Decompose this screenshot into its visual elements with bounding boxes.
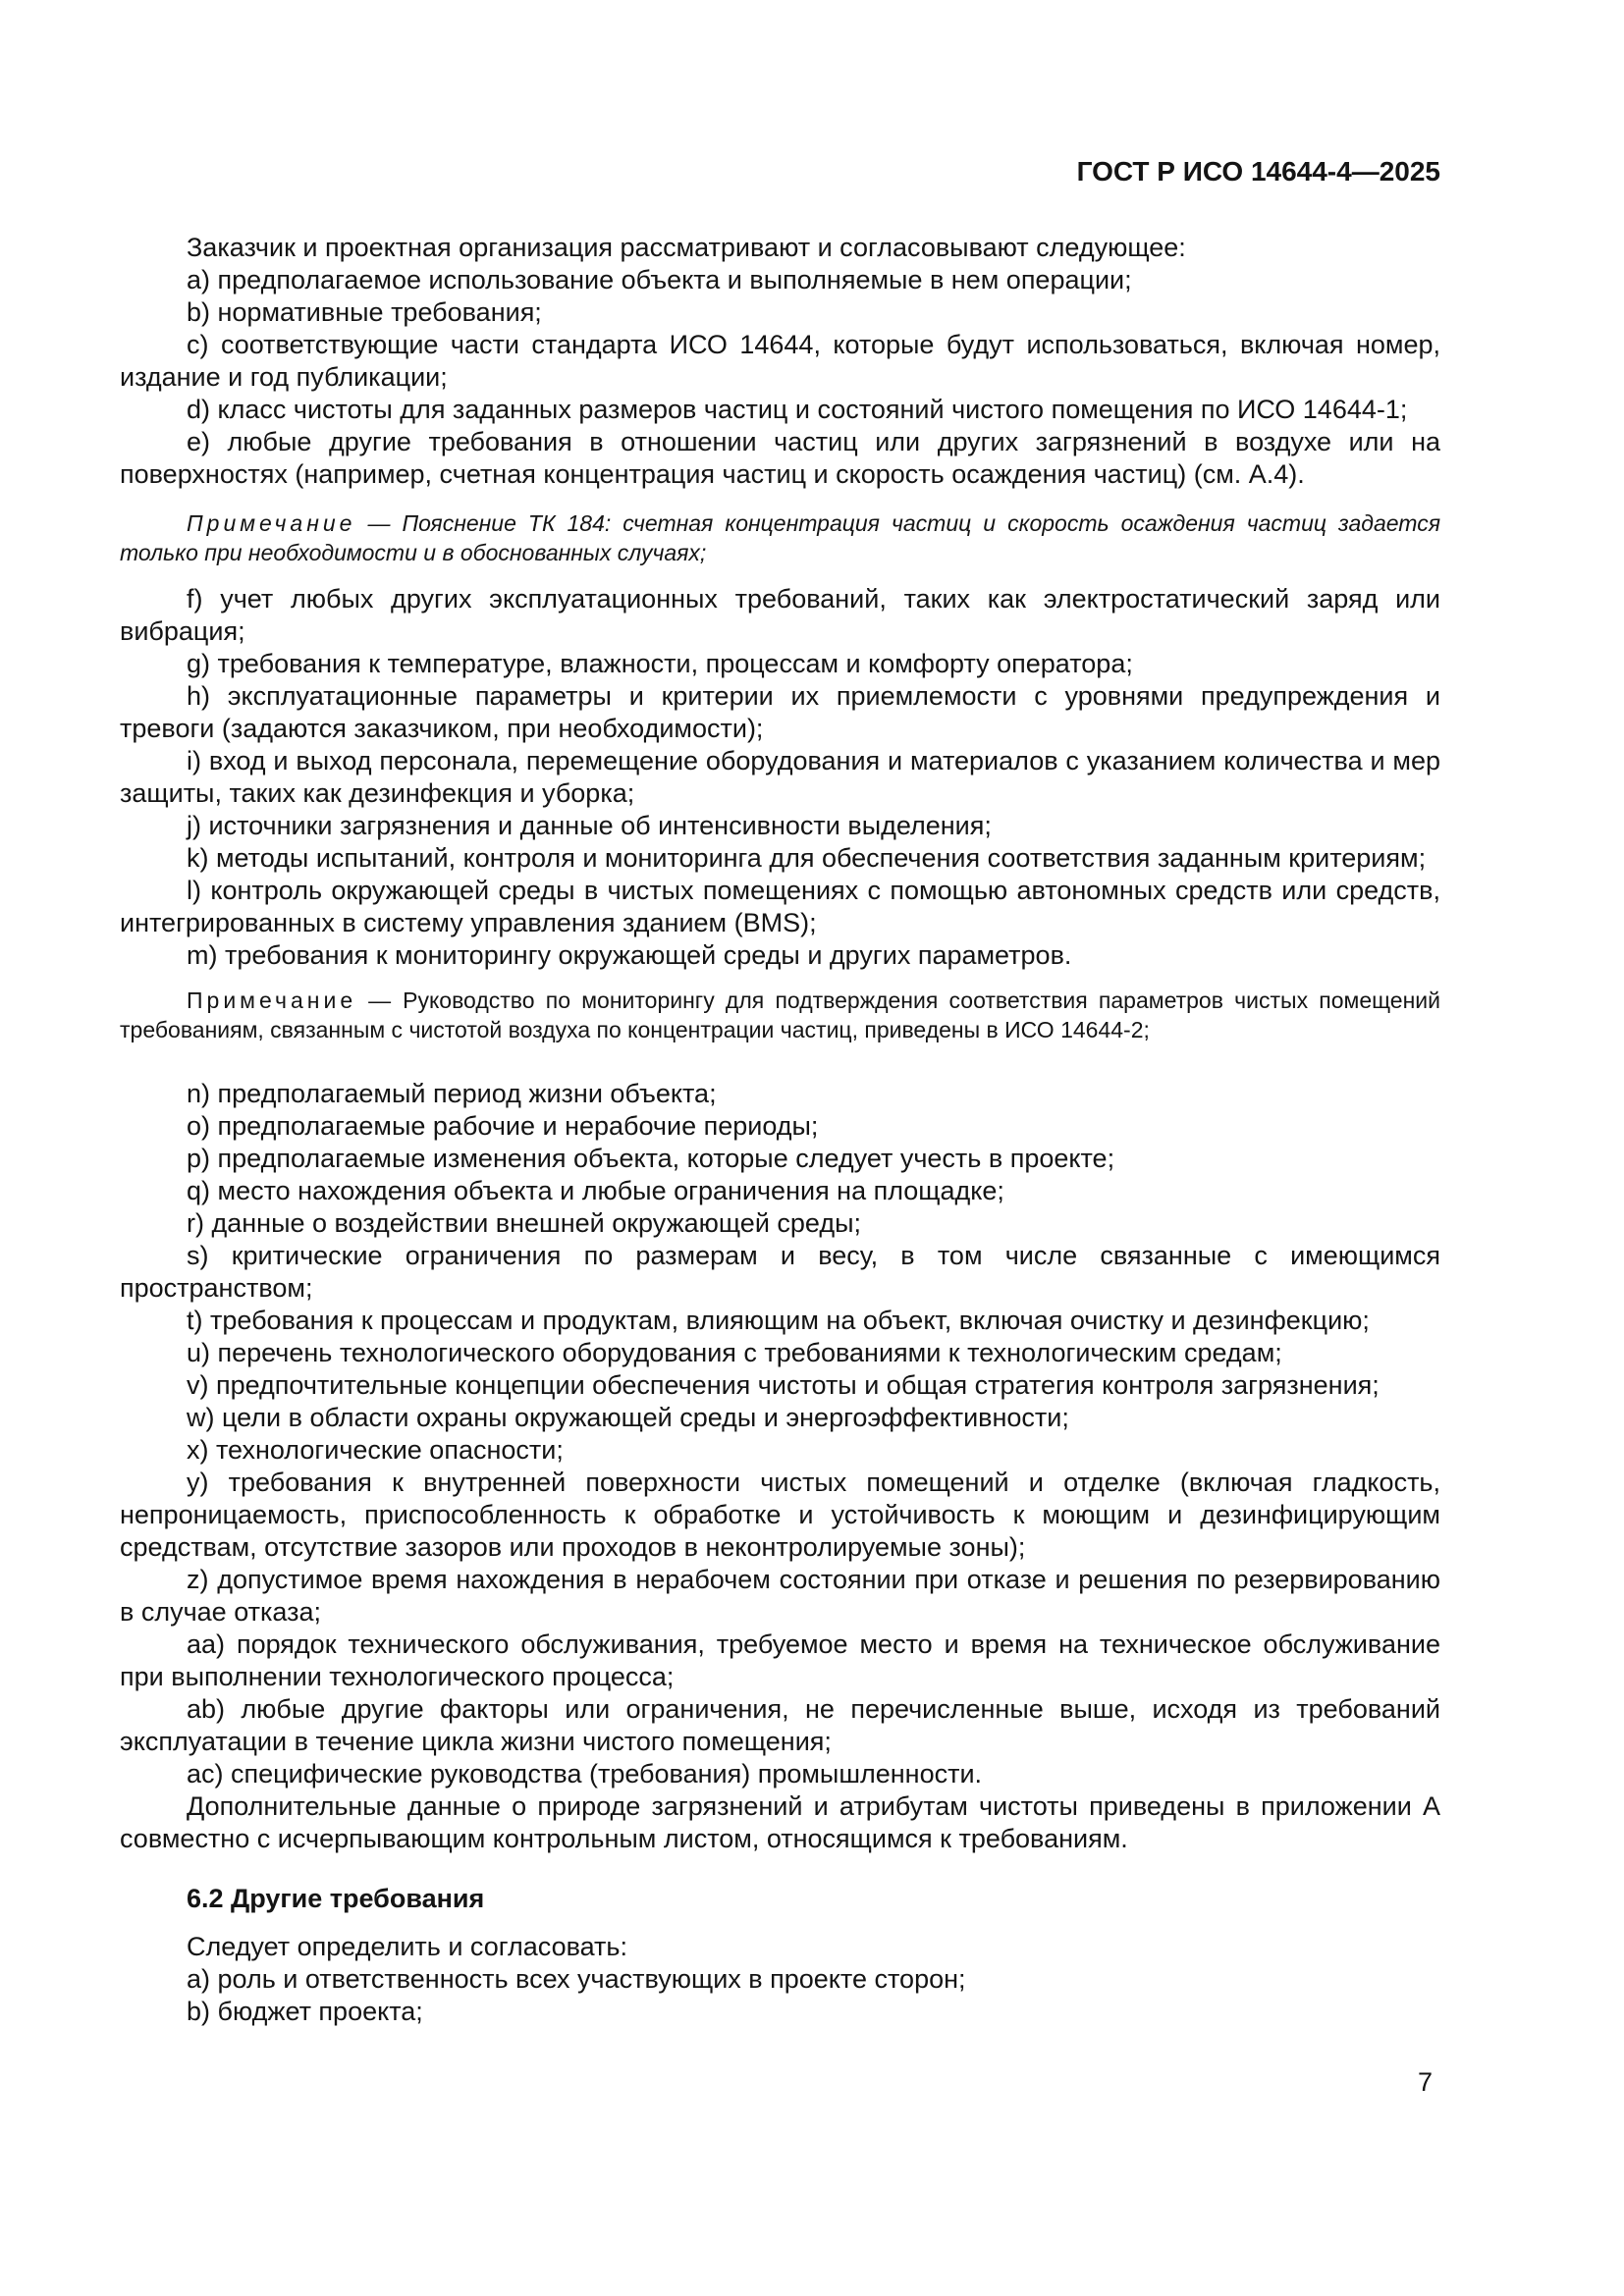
paragraph: z) допустимое время нахождения в нерабочем состоянии при отказе и решения по резервированию в случае отказа;: [120, 1565, 1440, 1627]
paragraph: a) роль и ответственность всех участвующих в проекте сторон;: [187, 1964, 966, 1994]
paragraph: m) требования к мониторингу окружающей среды и других параметров.: [187, 940, 1072, 970]
note-text: Руководство по мониторингу для подтверждения соответствия параметров чистых помещений требованиям, связанным с чистотой воздуха по концентрации частиц, приведены в ИСО 14644-2;: [120, 988, 1440, 1042]
paragraph: aa) порядок технического обслуживания, требуемое место и время на техническое обслуживание при выполнении технологического процесса;: [120, 1629, 1440, 1691]
note-text: Пояснение ТК 184: счетная концентрация частиц и скорость осаждения частиц задается только при необходимости и в обоснованных случаях;: [120, 510, 1440, 565]
paragraph: g) требования к температуре, влажности, процессам и комфорту оператора;: [187, 649, 1133, 678]
paragraph: x) технологические опасности;: [187, 1435, 564, 1465]
paragraph: Заказчик и проектная организация рассматривают и согласовывают следующее:: [187, 233, 1186, 262]
paragraph: c) соответствующие части стандарта ИСО 14644, которые будут использоваться, включая номер, издание и год публикации;: [120, 330, 1440, 392]
document-body: [120, 232, 1440, 2028]
paragraph: ac) специфические руководства (требования) промышленности.: [187, 1759, 983, 1789]
paragraph: ab) любые другие факторы или ограничения, не перечисленные выше, исходя из требований эксплуатации в течение цикла жизни чистого помещения;: [120, 1694, 1440, 1756]
paragraph: p) предполагаемые изменения объекта, которые следует учесть в проекте;: [187, 1144, 1115, 1173]
note-label: Примечание: [187, 510, 356, 536]
paragraph: h) эксплуатационные параметры и критерии их приемлемости с уровнями предупреждения и тревоги (задаются заказчиком, при необходимости);: [120, 681, 1440, 743]
paragraph: j) источники загрязнения и данные об интенсивности выделения;: [187, 811, 992, 840]
paragraph: d) класс чистоты для заданных размеров частиц и состояний чистого помещения по ИСО 14644-1;: [187, 395, 1408, 424]
paragraph: Дополнительные данные о природе загрязнений и атрибутам чистоты приведены в приложении А совместно с исчерпывающим контрольным листом, относящимся к требованиям.: [120, 1791, 1440, 1853]
paragraph: n) предполагаемый период жизни объекта;: [187, 1079, 717, 1108]
paragraph: k) методы испытаний, контроля и мониторинга для обеспечения соответствия заданным критериям;: [187, 843, 1427, 873]
paragraph: l) контроль окружающей среды в чистых помещениях с помощью автономных средств или средств, интегрированных в систему управления зданием (BMS);: [120, 876, 1440, 937]
note: [120, 986, 1440, 1044]
paragraph: s) критические ограничения по размерам и весу, в том числе связанные с имеющимся пространством;: [120, 1241, 1440, 1303]
document-header-standard-code: ГОСТ Р ИСО 14644-4—2025: [1076, 156, 1440, 187]
paragraph: y) требования к внутренней поверхности чистых помещений и отделке (включая гладкость, непроницаемость, приспособленность к обработке и устойчивость к моющим и дезинфицирующим средствам, отсутствие зазоров или проходов в неконтролируемые зоны);: [120, 1468, 1440, 1562]
section-heading: 6.2 Другие требования: [187, 1884, 485, 1913]
paragraph: f) учет любых других эксплуатационных требований, таких как электростатический заряд или вибрация;: [120, 584, 1440, 646]
paragraph: b) бюджет проекта;: [187, 1997, 423, 2026]
paragraph: v) предпочтительные концепции обеспечения чистоты и общая стратегия контроля загрязнения;: [187, 1370, 1380, 1400]
paragraph: t) требования к процессам и продуктам, влияющим на объект, включая очистку и дезинфекцию;: [187, 1306, 1370, 1335]
paragraph: o) предполагаемые рабочие и нерабочие периоды;: [187, 1111, 819, 1141]
paragraph: Следует определить и согласовать:: [187, 1932, 627, 1961]
page-number: 7: [1417, 2067, 1433, 2097]
paragraph: u) перечень технологического оборудования с требованиями к технологическим средам;: [187, 1338, 1282, 1367]
note: [120, 508, 1440, 567]
note-label: Примечание: [187, 988, 357, 1013]
paragraph: i) вход и выход персонала, перемещение оборудования и материалов с указанием количества и мер защиты, таких как дезинфекция и уборка;: [120, 746, 1440, 808]
paragraph: w) цели в области охраны окружающей среды и энергоэффективности;: [187, 1403, 1069, 1432]
paragraph: q) место нахождения объекта и любые ограничения на площадке;: [187, 1176, 1004, 1205]
paragraph: e) любые другие требования в отношении частиц или других загрязнений в воздухе или на поверхностях (например, счетная концентрация частиц и скорость осаждения частиц) (см. А.4).: [120, 427, 1440, 489]
paragraph: a) предполагаемое использование объекта и выполняемые в нем операции;: [187, 265, 1132, 294]
paragraph: r) данные о воздействии внешней окружающей среды;: [187, 1208, 862, 1238]
note-dash: —: [367, 510, 391, 536]
paragraph: b) нормативные требования;: [187, 297, 542, 327]
note-dash: —: [368, 988, 392, 1013]
